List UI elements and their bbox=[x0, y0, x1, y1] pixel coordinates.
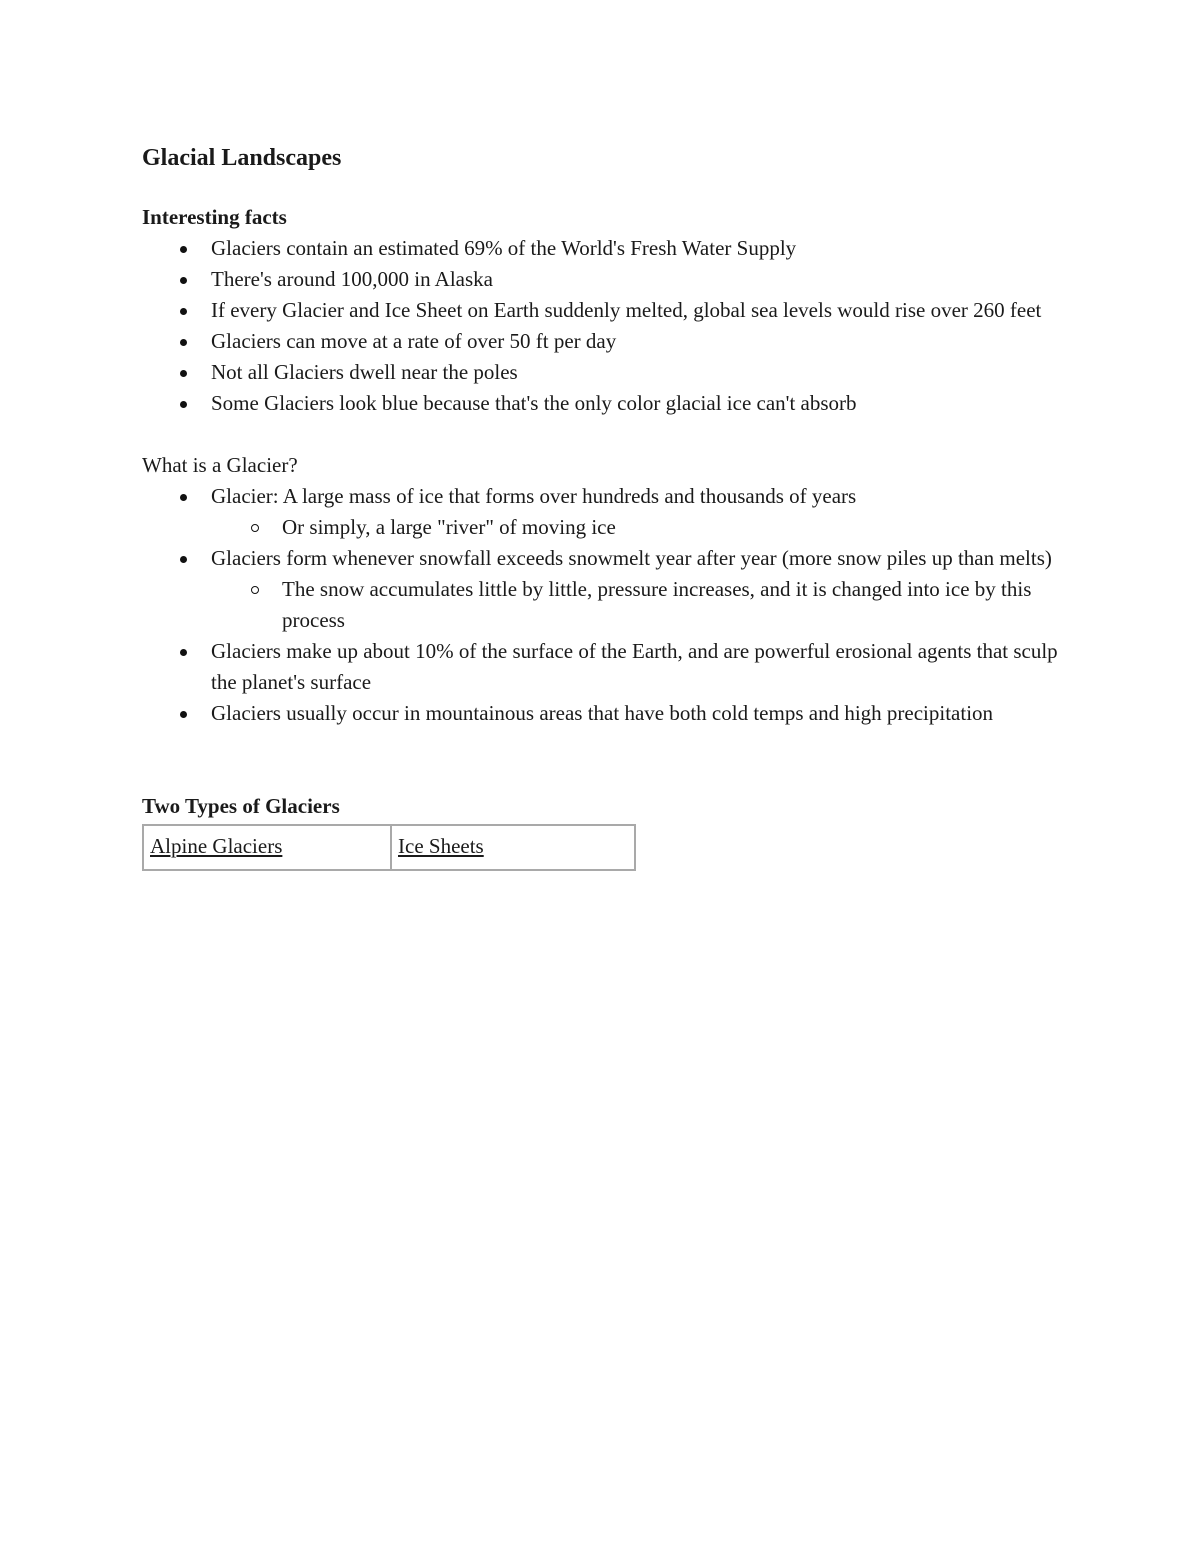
spacer bbox=[142, 729, 1082, 791]
facts-heading: Interesting facts bbox=[142, 205, 287, 229]
document-page bbox=[142, 138, 1082, 871]
list-item: Glaciers contain an estimated 69% of the World's Fresh Water Supply bbox=[142, 233, 1082, 264]
list-item: Glaciers can move at a rate of over 50 ft per day bbox=[142, 326, 1082, 357]
table-cell bbox=[391, 825, 635, 870]
what-is-glacier-heading: What is a Glacier? bbox=[142, 453, 298, 477]
facts-list bbox=[142, 233, 1082, 419]
document-title: Glacial Landscapes bbox=[142, 145, 342, 171]
alpine-glaciers-link[interactable]: Alpine Glaciers bbox=[150, 834, 283, 858]
sub-list-item: Or simply, a large "river" of moving ice bbox=[142, 512, 1082, 543]
ice-sheets-link[interactable]: Ice Sheets bbox=[398, 834, 484, 858]
what-is-glacier-list bbox=[142, 481, 1082, 729]
table-row bbox=[143, 825, 635, 870]
list-item: Not all Glaciers dwell near the poles bbox=[142, 357, 1082, 388]
list-item: There's around 100,000 in Alaska bbox=[142, 264, 1082, 295]
sub-list-item: The snow accumulates little by little, pressure increases, and it is changed into ice by this process bbox=[142, 574, 1082, 636]
table-cell bbox=[143, 825, 391, 870]
list-item: If every Glacier and Ice Sheet on Earth suddenly melted, global sea levels would rise over 260 feet bbox=[142, 295, 1082, 326]
list-item: Glaciers form whenever snowfall exceeds snowmelt year after year (more snow piles up than melts) bbox=[142, 543, 1082, 574]
list-item: Glaciers make up about 10% of the surface of the Earth, and are powerful erosional agents that sculp the planet's surface bbox=[142, 636, 1082, 698]
glacier-types-table bbox=[142, 824, 636, 871]
list-item: Glacier: A large mass of ice that forms over hundreds and thousands of years bbox=[142, 481, 1082, 512]
list-item: Glaciers usually occur in mountainous areas that have both cold temps and high precipitation bbox=[142, 698, 1082, 729]
list-item: Some Glaciers look blue because that's the only color glacial ice can't absorb bbox=[142, 388, 1082, 419]
types-heading: Two Types of Glaciers bbox=[142, 794, 340, 818]
